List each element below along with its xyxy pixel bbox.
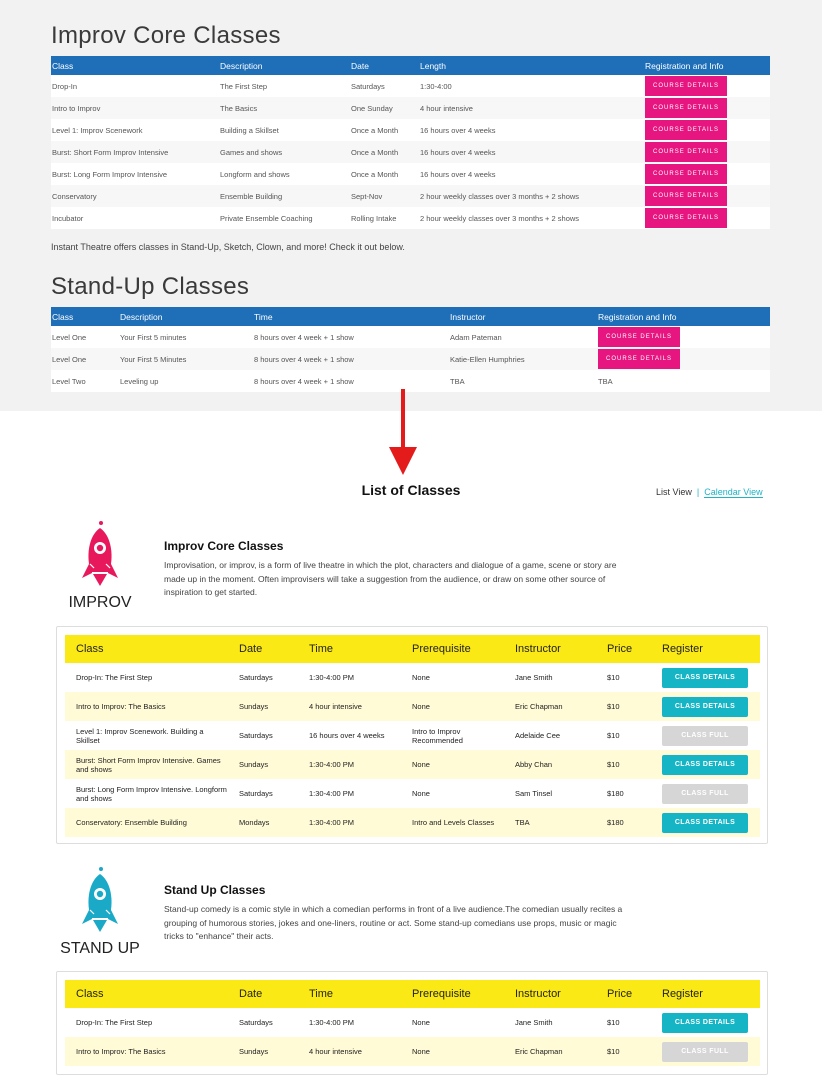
class-details-button[interactable]: CLASS DETAILS [662, 668, 748, 688]
standup-header-cell: Prerequisite [401, 980, 504, 1008]
old-improv-header-cell: Date [350, 56, 419, 75]
course-details-button[interactable]: COURSE DETAILS [645, 76, 727, 96]
standup-section-description: Stand-up comedy is a comic style in which a comedian performs in front of a live audience.The comedian usually recites a grouping of humorous stories, jokes and one-liners, routine or act. Some stand-up comedians use props, music or magic tricks to "enhance" their acts. [164, 904, 623, 941]
old-improv-cell-date: Once a Month [350, 163, 419, 185]
old-improv-header-cell: Class [51, 56, 219, 75]
improv-cell-date: Saturdays [228, 779, 298, 808]
improv-cell-register [651, 663, 760, 692]
old-improv-cell-class: Burst: Long Form Improv Intensive [51, 163, 219, 185]
old-improv-cell-action [644, 163, 770, 185]
standup-cell-instructor: Jane Smith [504, 1008, 596, 1037]
standup-cell-date: Sundays [228, 1037, 298, 1066]
old-improv-cell-length: 16 hours over 4 weeks [419, 163, 644, 185]
down-arrow-line [401, 389, 405, 451]
old-improv-cell-description: Private Ensemble Coaching [219, 207, 350, 229]
improv-cell-register [651, 721, 760, 750]
improv-cell-time: 1:30-4:00 PM [298, 663, 401, 692]
standup-header-cell: Time [298, 980, 401, 1008]
old-standup-cell-time: 8 hours over 4 week + 1 show [253, 370, 449, 392]
standup-section-title: Stand Up Classes [164, 883, 266, 897]
improv-class-row [65, 692, 760, 721]
calendar-view-link[interactable]: Calendar View [704, 487, 763, 497]
improv-cell-instructor: Adelaide Cee [504, 721, 596, 750]
improv-class-row [65, 779, 760, 808]
old-improv-row [51, 207, 770, 229]
improv-logo [60, 520, 140, 612]
old-improv-cell-date: Sept-Nov [350, 185, 419, 207]
standup-class-row [65, 1037, 760, 1066]
course-details-button[interactable]: COURSE DETAILS [645, 186, 727, 206]
old-standup-cell-action [597, 370, 770, 392]
standup-header-cell: Register [651, 980, 760, 1008]
standup-logo-text: STAND UP [60, 940, 140, 957]
improv-cell-price: $180 [596, 808, 651, 837]
improv-cell-time: 16 hours over 4 weeks [298, 721, 401, 750]
registration-tba-text: TBA [598, 376, 613, 386]
old-improv-cell-date: Saturdays [350, 75, 419, 97]
improv-cell-date: Sundays [228, 692, 298, 721]
improv-cell-price: $180 [596, 779, 651, 808]
old-improv-row [51, 163, 770, 185]
improv-header-cell: Register [651, 635, 760, 663]
improv-header-cell: Instructor [504, 635, 596, 663]
old-improv-cell-action [644, 119, 770, 141]
improv-class-row [65, 750, 760, 779]
improv-cell-class: Intro to Improv: The Basics [65, 692, 228, 721]
improv-cell-class: Conservatory: Ensemble Building [65, 808, 228, 837]
old-improv-header-cell: Length [419, 56, 644, 75]
improv-cell-instructor: Sam Tinsel [504, 779, 596, 808]
course-details-button[interactable]: COURSE DETAILS [645, 98, 727, 118]
class-full-button: CLASS FULL [662, 726, 748, 746]
improv-cell-register [651, 808, 760, 837]
improv-classes-table [65, 635, 760, 837]
old-improv-cell-action [644, 207, 770, 229]
old-standup-header-cell: Class [51, 307, 119, 326]
standup-header-cell: Instructor [504, 980, 596, 1008]
old-improv-cell-class: Intro to Improv [51, 97, 219, 119]
class-details-button[interactable]: CLASS DETAILS [662, 697, 748, 717]
old-improv-row [51, 97, 770, 119]
improv-header-cell: Class [65, 635, 228, 663]
improv-header-cell: Price [596, 635, 651, 663]
improv-cell-register [651, 779, 760, 808]
old-improv-cell-description: Longform and shows [219, 163, 350, 185]
old-improv-cell-date: Rolling Intake [350, 207, 419, 229]
standup-cell-time: 1:30-4:00 PM [298, 1008, 401, 1037]
old-improv-row [51, 185, 770, 207]
old-standup-cell-action [597, 348, 770, 370]
old-improv-cell-description: The First Step [219, 75, 350, 97]
old-improv-cell-class: Incubator [51, 207, 219, 229]
old-standup-cell-class: Level One [51, 348, 119, 370]
improv-header-cell: Prerequisite [401, 635, 504, 663]
improv-cell-instructor: TBA [504, 808, 596, 837]
standup-cell-price: $10 [596, 1037, 651, 1066]
improv-classes-card [56, 626, 768, 844]
instructor-link[interactable]: Adam Pateman [449, 326, 597, 348]
old-standup-cell-class: Level Two [51, 370, 119, 392]
improv-cell-prereq: Intro to Improv Recommended [401, 721, 504, 750]
course-details-button[interactable]: COURSE DETAILS [598, 327, 680, 347]
standup-cell-price: $10 [596, 1008, 651, 1037]
list-of-classes-title: List of Classes [361, 482, 461, 498]
old-improv-cell-class: Burst: Short Form Improv Intensive [51, 141, 219, 163]
improv-section-description: Improvisation, or improv, is a form of live theatre in which the plot, characters and dialogue of a game, scene or story are made up in the moment. Often improvisers will take a suggestion from the audience, or draw on some other source of inspiration to get started. [164, 560, 617, 597]
old-improv-cell-length: 2 hour weekly classes over 3 months + 2 shows [419, 207, 644, 229]
old-improv-cell-length: 16 hours over 4 weeks [419, 141, 644, 163]
old-improv-cell-date: Once a Month [350, 119, 419, 141]
standup-classes-table [65, 980, 760, 1066]
old-standup-header-cell: Instructor [449, 307, 597, 326]
improv-cell-prereq: None [401, 692, 504, 721]
standup-cell-time: 4 hour intensive [298, 1037, 401, 1066]
old-improv-cell-class: Level 1: Improv Scenework [51, 119, 219, 141]
old-standup-cell-instructor: TBA [449, 370, 597, 392]
course-details-button[interactable]: COURSE DETAILS [598, 349, 680, 369]
class-details-button[interactable]: CLASS DETAILS [662, 755, 748, 775]
old-standup-cell-instructor: Katie-Ellen Humphries [449, 348, 597, 370]
improv-cell-time: 4 hour intensive [298, 692, 401, 721]
improv-class-row [65, 721, 760, 750]
old-standup-cell-description: Your First 5 minutes [119, 326, 253, 348]
improv-cell-class: Burst: Long Form Improv Intensive. Longform and shows [65, 779, 228, 808]
old-standup-row [51, 348, 770, 370]
class-full-button: CLASS FULL [662, 1042, 748, 1062]
improv-section-title: Improv Core Classes [164, 539, 284, 553]
old-improv-cell-length: 2 hour weekly classes over 3 months + 2 shows [419, 185, 644, 207]
improv-rocket-icon [78, 520, 122, 592]
old-standup-cell-time: 8 hours over 4 week + 1 show [253, 348, 449, 370]
standup-cell-prereq: None [401, 1037, 504, 1066]
old-improv-cell-length: 16 hours over 4 weeks [419, 119, 644, 141]
old-improv-cell-description: Games and shows [219, 141, 350, 163]
class-full-button: CLASS FULL [662, 784, 748, 804]
standup-cell-register [651, 1008, 760, 1037]
standup-rocket-icon [78, 866, 122, 938]
old-improv-cell-description: The Basics [219, 97, 350, 119]
improv-cell-class: Drop-In: The First Step [65, 663, 228, 692]
old-improv-cell-date: One Sunday [350, 97, 419, 119]
old-improv-cell-length: 1:30-4:00 [419, 75, 644, 97]
old-improv-table [51, 56, 770, 229]
old-improv-cell-class: Drop-In [51, 75, 219, 97]
old-improv-cell-action [644, 75, 770, 97]
improv-cell-register [651, 750, 760, 779]
improv-cell-prereq: None [401, 750, 504, 779]
course-details-button[interactable]: COURSE DETAILS [645, 208, 727, 228]
old-standup-header-cell: Registration and Info [597, 307, 770, 326]
old-standup-cell-description: Leveling up [119, 370, 253, 392]
improv-cell-price: $10 [596, 692, 651, 721]
old-improv-row [51, 119, 770, 141]
improv-cell-time: 1:30-4:00 PM [298, 808, 401, 837]
standup-cell-date: Saturdays [228, 1008, 298, 1037]
down-arrow-icon [389, 447, 417, 475]
old-improv-cell-class: Conservatory [51, 185, 219, 207]
old-improv-cell-description: Building a Skillset [219, 119, 350, 141]
view-toggle [656, 487, 763, 497]
improv-class-row [65, 808, 760, 837]
class-details-button[interactable]: CLASS DETAILS [662, 1013, 748, 1033]
old-design-section [0, 0, 822, 411]
old-note-text: Instant Theatre offers classes in Stand-Up, Sketch, Clown, and more! Check it out below. [51, 242, 405, 252]
standup-cell-class: Drop-In: The First Step [65, 1008, 228, 1037]
standup-cell-prereq: None [401, 1008, 504, 1037]
old-standup-cell-description: Your First 5 Minutes [119, 348, 253, 370]
improv-cell-instructor: Jane Smith [504, 663, 596, 692]
improv-cell-date: Saturdays [228, 721, 298, 750]
improv-cell-class: Burst: Short Form Improv Intensive. Games and shows [65, 750, 228, 779]
standup-class-row [65, 1008, 760, 1037]
course-details-button[interactable]: COURSE DETAILS [645, 120, 727, 140]
old-improv-row [51, 141, 770, 163]
view-toggle-divider: | [696, 487, 700, 497]
standup-cell-register [651, 1037, 760, 1066]
standup-header-cell: Class [65, 980, 228, 1008]
improv-cell-price: $10 [596, 663, 651, 692]
old-improv-cell-length: 4 hour intensive [419, 97, 644, 119]
old-improv-cell-action [644, 141, 770, 163]
old-standup-row [51, 326, 770, 348]
improv-logo-text: IMPROV [68, 594, 132, 611]
old-standup-title: Stand-Up Classes [51, 273, 250, 300]
improv-cell-prereq: Intro and Levels Classes [401, 808, 504, 837]
improv-cell-prereq: None [401, 663, 504, 692]
list-view-link[interactable]: List View [656, 487, 692, 497]
old-improv-cell-date: Once a Month [350, 141, 419, 163]
improv-cell-price: $10 [596, 750, 651, 779]
improv-cell-register [651, 692, 760, 721]
old-improv-header-cell: Registration and Info [644, 56, 770, 75]
improv-cell-date: Mondays [228, 808, 298, 837]
old-standup-cell-class: Level One [51, 326, 119, 348]
old-standup-cell-time: 8 hours over 4 week + 1 show [253, 326, 449, 348]
old-improv-cell-action [644, 97, 770, 119]
course-details-button[interactable]: COURSE DETAILS [645, 142, 727, 162]
standup-header-cell: Price [596, 980, 651, 1008]
improv-cell-date: Saturdays [228, 663, 298, 692]
class-details-button[interactable]: CLASS DETAILS [662, 813, 748, 833]
standup-logo [60, 866, 140, 958]
improv-cell-prereq: None [401, 779, 504, 808]
old-improv-row [51, 75, 770, 97]
standup-cell-class: Intro to Improv: The Basics [65, 1037, 228, 1066]
improv-cell-class: Level 1: Improv Scenework. Building a Skillset [65, 721, 228, 750]
improv-cell-time: 1:30-4:00 PM [298, 750, 401, 779]
old-standup-table [51, 307, 770, 392]
old-standup-header-cell: Time [253, 307, 449, 326]
standup-classes-card [56, 971, 768, 1075]
improv-cell-price: $10 [596, 721, 651, 750]
improv-header-cell: Date [228, 635, 298, 663]
old-standup-header-cell: Description [119, 307, 253, 326]
improv-class-row [65, 663, 760, 692]
improv-cell-time: 1:30-4:00 PM [298, 779, 401, 808]
improv-cell-instructor: Eric Chapman [504, 692, 596, 721]
old-standup-cell-action [597, 326, 770, 348]
old-improv-cell-description: Ensemble Building [219, 185, 350, 207]
improv-header-cell: Time [298, 635, 401, 663]
old-improv-cell-action [644, 185, 770, 207]
old-standup-row [51, 370, 770, 392]
old-improv-header-cell: Description [219, 56, 350, 75]
old-improv-title: Improv Core Classes [51, 22, 281, 49]
standup-header-cell: Date [228, 980, 298, 1008]
improv-cell-date: Sundays [228, 750, 298, 779]
improv-cell-instructor: Abby Chan [504, 750, 596, 779]
standup-cell-instructor: Eric Chapman [504, 1037, 596, 1066]
course-details-button[interactable]: COURSE DETAILS [645, 164, 727, 184]
